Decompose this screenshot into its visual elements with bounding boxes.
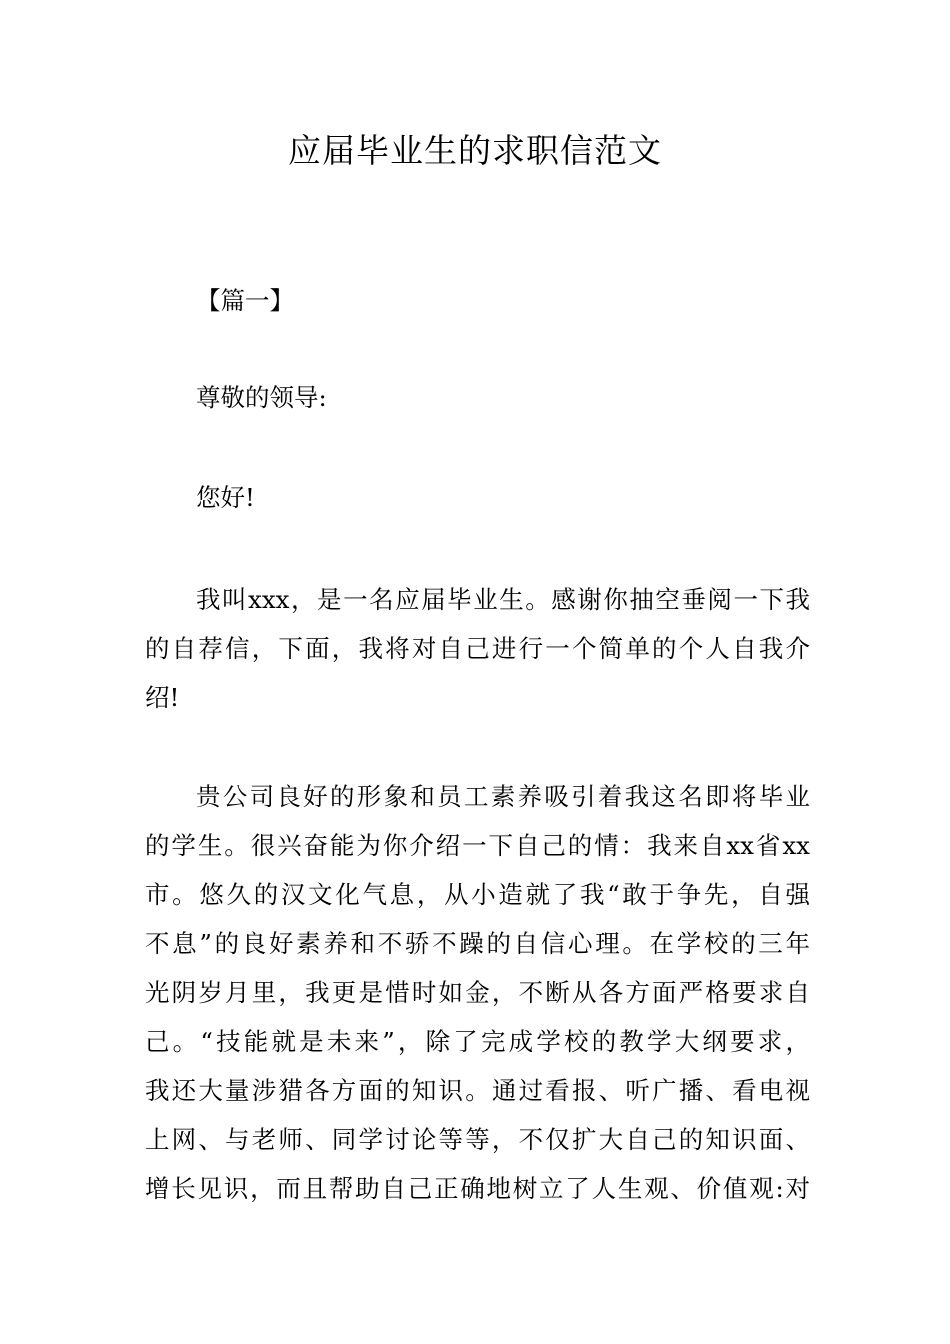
greeting: 您好! [196, 483, 255, 512]
paragraph-line: 不息”的良好素养和不骄不躁的自信心理。在学校的三年 [145, 929, 810, 958]
section-heading: 【篇一】 [196, 286, 294, 315]
paragraph-line: 的自荐信，下面，我将对自己进行一个简单的个人自我介 [145, 634, 810, 663]
paragraph-line: 己。“技能就是未来”，除了完成学校的教学大纲要求， [145, 1027, 810, 1056]
page-title: 应届毕业生的求职信范文 [288, 131, 662, 170]
salutation: 尊敬的领导: [196, 383, 327, 412]
paragraph-line: 上网、与老师、同学讨论等等，不仅扩大自己的知识面、 [145, 1125, 810, 1154]
paragraph-line: 增长见识，而且帮助自己正确地树立了人生观、价值观:对 [145, 1174, 810, 1203]
paragraph-line: 贵公司良好的形象和员工素养吸引着我这名即将毕业 [196, 782, 810, 811]
paragraph-line: 我还大量涉猎各方面的知识。通过看报、听广播、看电视 [145, 1076, 810, 1105]
paragraph-line: 市。悠久的汉文化气息，从小造就了我“敢于争先，自强 [145, 880, 810, 909]
paragraph-line: 的学生。很兴奋能为你介绍一下自己的情：我来自xx省xx [145, 831, 810, 860]
paragraph-line: 我叫xxx，是一名应届毕业生。感谢你抽空垂阅一下我 [196, 585, 810, 614]
paragraph-line: 绍! [145, 683, 180, 712]
paragraph-line: 光阴岁月里，我更是惜时如金，不断从各方面严格要求自 [145, 978, 810, 1007]
